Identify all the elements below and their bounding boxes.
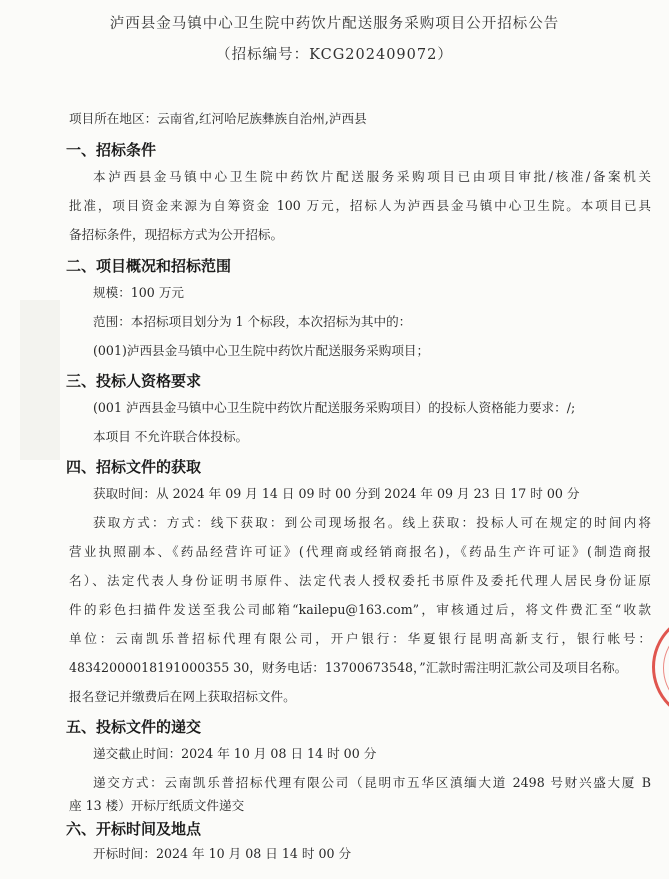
- red-seal-stamp: [652, 612, 669, 722]
- acquisition-method-line: 获取方式：方式：线下获取：到公司现场报名。线上获取：投标人可在规定的时间内将: [93, 515, 651, 530]
- opening-time: 开标时间：2024 年 10 月 08 日 14 时 00 分: [93, 846, 352, 861]
- project-location: 项目所在地区：云南省,红河哈尼族彝族自治州,泸西县: [69, 111, 367, 126]
- acquisition-method-line: 名）、法定代表人身份证明书原件、法定代表人授权委托书原件及委托代理人居民身份证原: [69, 573, 651, 588]
- lot-item: (001)泸西县金马镇中心卫生院中药饮片配送服务采购项目；: [93, 343, 430, 358]
- submission-method-line: 座 13 楼）开标厅纸质文件递交: [69, 798, 245, 813]
- acquisition-method-line: 件的彩色扫描件发送至我公司邮箱“kailepu@163.com”，审核通过后，将文件费汇至“收款: [69, 602, 651, 617]
- project-scope: 范围：本招标项目划分为 1 个标段，本次招标为其中的：: [93, 314, 412, 329]
- s1-para-line: 本泸西县金马镇中心卫生院中药饮片配送服务采购项目已由项目审批/核准/备案机关: [93, 169, 651, 184]
- s1-para-line: 批准，项目资金来源为自筹资金 100 万元，招标人为泸西县金马镇中心卫生院。本项目已具: [69, 198, 651, 213]
- consortium-note: 本项目 不允许联合体投标。: [93, 429, 249, 444]
- s1-para-line: 备招标条件，现招标方式为公开招标。: [69, 227, 284, 242]
- project-scale: 规模：100 万元: [93, 285, 185, 300]
- acquisition-method-line: 48342000018191000355 30，财务电话：13700673548，”汇款时需注明汇款公司及项目名称。: [69, 660, 628, 675]
- section-heading-4: 四、招标文件的获取: [66, 458, 202, 476]
- section-heading-6: 六、开标时间及地点: [66, 820, 202, 838]
- qualification-requirement: (001 泸西县金马镇中心卫生院中药饮片配送服务采购项目）的投标人资格能力要求：/;: [93, 400, 576, 415]
- acquisition-method-line: 营业执照副本、《药品经营许可证》(代理商或经销商报名)，《药品生产许可证》(制造商报: [69, 544, 651, 559]
- section-heading-1: 一、招标条件: [66, 141, 157, 159]
- page-title: 泸西县金马镇中心卫生院中药饮片配送服务采购项目公开招标公告: [109, 16, 560, 32]
- acquisition-time: 获取时间：从 2024 年 09 月 14 日 09 时 00 分到 2024 年 09 月 23 日 17 时 00 分: [93, 486, 580, 501]
- section-heading-3: 三、投标人资格要求: [66, 372, 202, 390]
- submission-deadline: 递交截止时间：2024 年 10 月 08 日 14 时 00 分: [93, 746, 377, 761]
- bid-number: （招标编号：KCG202409072）: [216, 47, 453, 63]
- seal-inner-ring: [663, 623, 669, 713]
- acquisition-method-line: 单位：云南凯乐普招标代理有限公司，开户银行：华夏银行昆明高新支行，银行帐号：: [69, 631, 651, 646]
- section-heading-5: 五、投标文件的递交: [66, 718, 202, 736]
- acquisition-method-line: 报名登记并缴费后在网上获取招标文件。: [69, 689, 296, 704]
- submission-method-line: 递交方式：云南凯乐普招标代理有限公司（昆明市五华区滇缅大道 2498 号财兴盛大厦 B: [93, 775, 651, 790]
- section-heading-2: 二、项目概况和招标范围: [66, 257, 232, 275]
- paper-shadow: [20, 300, 60, 460]
